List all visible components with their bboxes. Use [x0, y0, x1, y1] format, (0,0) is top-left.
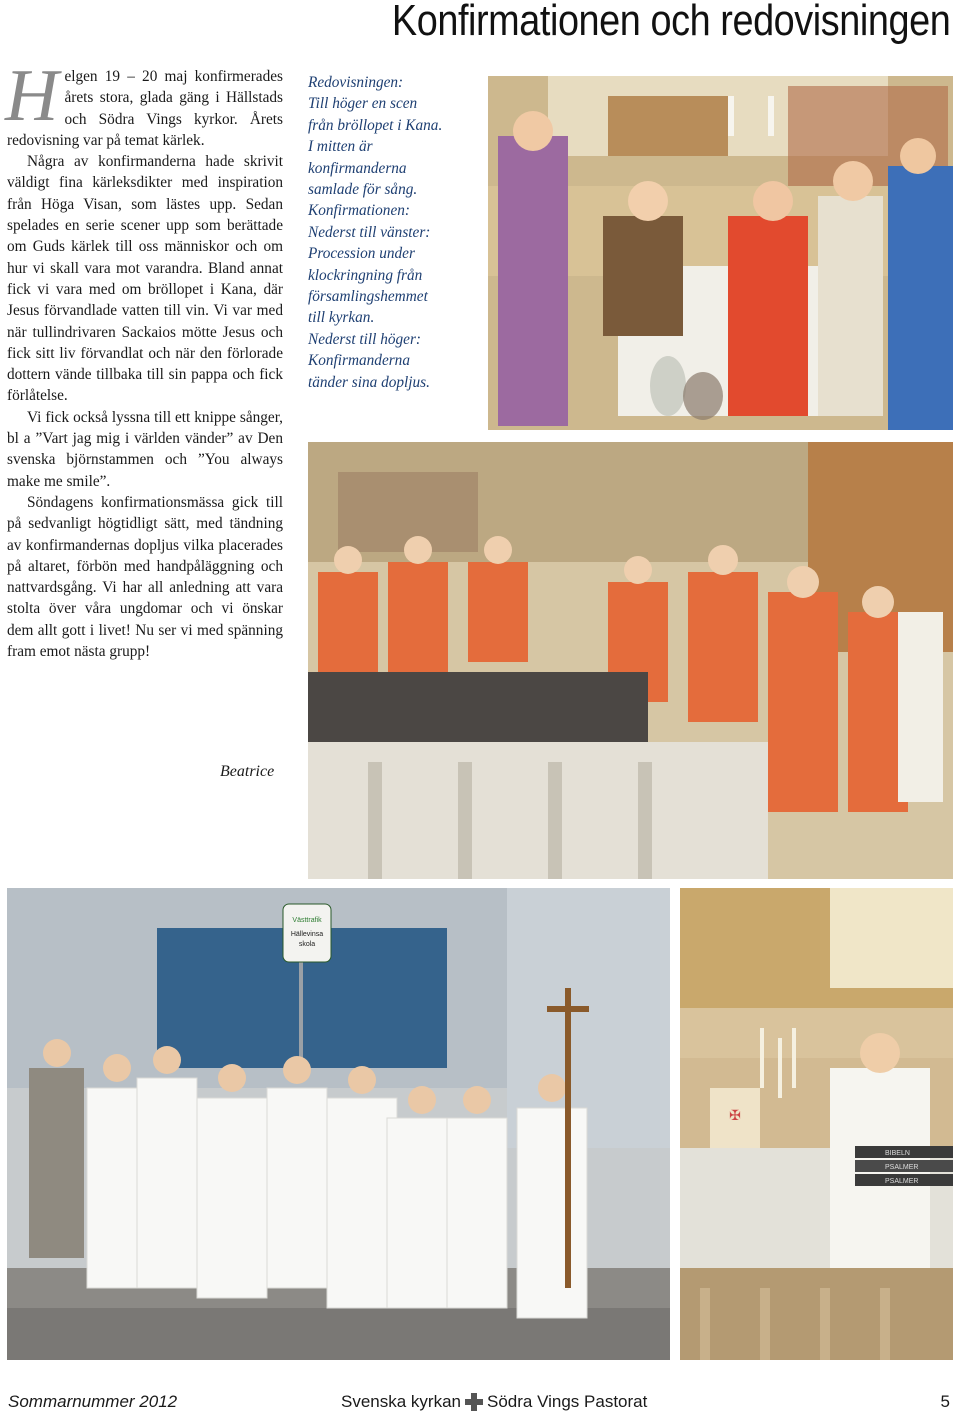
- photo-procession: [7, 888, 670, 1360]
- page-number: 5: [940, 1392, 950, 1411]
- caption-line: tänder sina dopljus.: [308, 373, 430, 391]
- article-paragraph-3: Vi fick också lyssna till ett knippe sånger, bl a ”Vart jag mig i världen vänder” av Den svenska björnstammen och ”You always make me smile”.: [7, 408, 283, 490]
- drop-cap: H: [5, 55, 59, 137]
- cross-icon: [465, 1393, 483, 1411]
- altar-cross-mark: ✠: [729, 1109, 741, 1124]
- photo-wedding-scene: [488, 76, 953, 430]
- sign-brand: Västtrafik: [292, 917, 322, 924]
- photo-caption: [308, 72, 488, 393]
- book-label: PSALMER: [885, 1164, 919, 1171]
- footer-church: Svenska kyrkan: [341, 1392, 461, 1411]
- caption-line: Konfirmanderna: [308, 352, 410, 370]
- sign-line-2: skola: [298, 941, 316, 948]
- caption-line: Till höger en scen: [308, 95, 418, 113]
- book-label: BIBELN: [885, 1150, 910, 1157]
- photo-candle-lighting: [680, 888, 953, 1360]
- footer-pastorate: Södra Vings Pastorat: [487, 1392, 648, 1411]
- article-body: [5, 55, 283, 662]
- caption-line: Nederst till höger:: [308, 330, 422, 348]
- caption-line: klockringning från: [308, 266, 423, 284]
- caption-line: Procession under: [308, 245, 415, 263]
- caption-line: I mitten är: [308, 138, 373, 156]
- caption-line: Nederst till vänster:: [308, 223, 431, 241]
- article-paragraph-2: Några av konfirmanderna hade skrivit väldigt fina kärleksdikter med inspiration från Höga Visan, som lästes upp. Sedan spelades en serie scener upp som berättade om Guds kärlek till oss människor och om hur vi skall vara mot varandra. Bland annat fick vi vara med om bröllopet i Kana, där Jesus förvandlade vatten till vin. Vi var med när tullindrivaren Sackaios mötte Jesus och fick sitt liv förvandlat och när den förlorade dottern vände tillbaka till sin pappa och fick förlåtelse.: [7, 153, 283, 405]
- photo-confirmands-singing: [308, 442, 953, 879]
- article-paragraph-1: Helgen 19 – 20 maj konfirmerades årets stora, glada gäng i Hällstads och Södra Vings kyrkor. Årets redovisning var på temat kärlek.: [5, 55, 283, 149]
- caption-line: konfirmanderna: [308, 159, 407, 177]
- caption-line: Konfirmationen:: [308, 202, 410, 220]
- page-title: Konfirmationen och redovisningen: [391, 0, 950, 45]
- purple-robe: [498, 136, 568, 426]
- caption-line: samlade för sång.: [308, 181, 418, 199]
- footer-issue: Sommarnummer 2012: [8, 1392, 178, 1411]
- book-label: PSALMER: [885, 1178, 919, 1185]
- caption-line: församlingshemmet: [308, 288, 428, 306]
- caption-line: från bröllopet i Kana.: [308, 116, 443, 134]
- footer-publisher: [341, 1392, 647, 1412]
- article-paragraph-4: Söndagens konfirmationsmässa gick till på sedvanligt högtidligt sätt, med tändning av konfirmandernas dopljus vilka placerades på altaret, förbön med handpåläggning och nattvardsgång. Vi har all anledning att vara stolta över våra ungdomar och vi önskar dem allt gott i livet! Nu ser vi med spänning fram emot nästa grupp!: [7, 493, 283, 661]
- caption-line: till kyrkan.: [308, 309, 375, 327]
- signature: Beatrice: [220, 763, 275, 780]
- sign-line-1: Hällevinsa: [290, 931, 324, 938]
- caption-line: Redovisningen:: [308, 74, 404, 91]
